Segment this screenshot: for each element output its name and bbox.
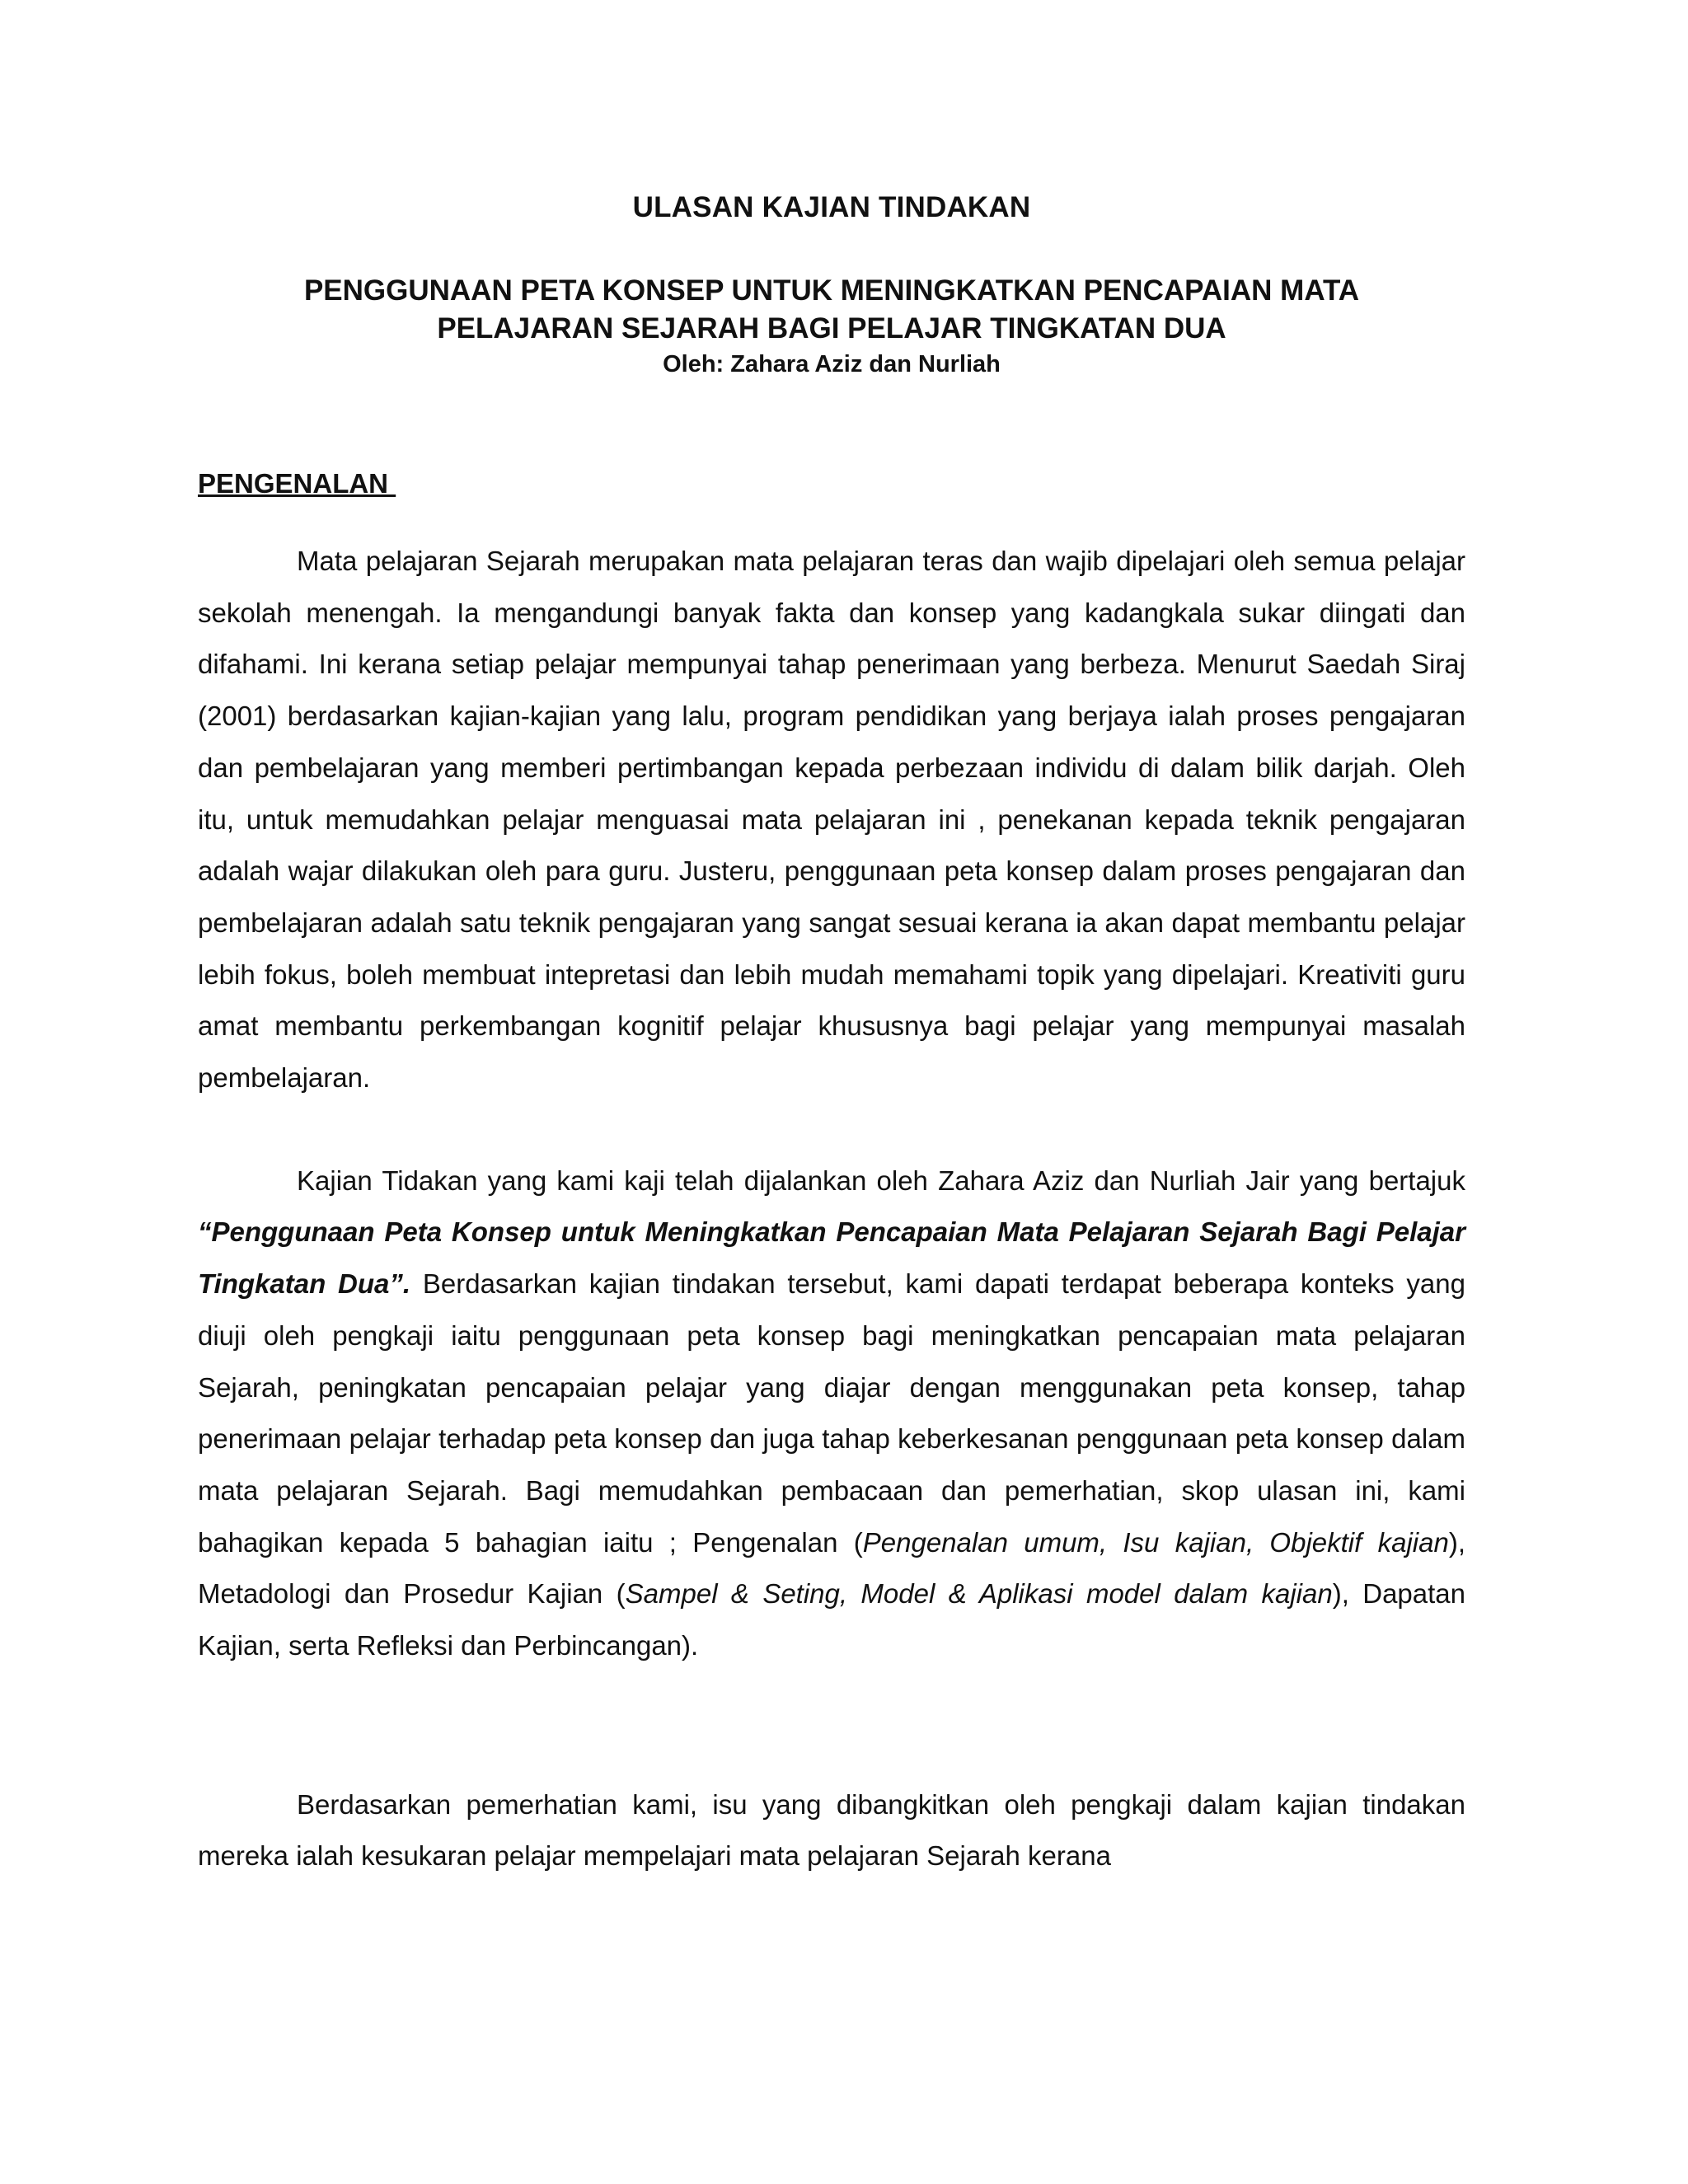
italic-scope-method: Sampel & Seting, Model & Aplikasi model dalam kajian: [625, 1578, 1333, 1610]
subtitle-line-2: PELAJARAN SEJARAH BAGI PELAJAR TINGKATAN DUA: [437, 312, 1226, 344]
paragraph-text: ), Dapatan Kajian, serta Refleksi dan Perbincangan).: [198, 1578, 1466, 1661]
author-byline: Oleh: Zahara Aziz dan Nurliah: [663, 351, 1001, 377]
paragraph-issue: Berdasarkan pemerhatian kami, isu yang dibangkitkan oleh pengkaji dalam kajian tindakan mereka ialah kesukaran pelajar mempelajari mata pelajaran Sejarah kerana: [198, 1788, 1465, 1872]
italic-scope-intro: Pengenalan umum, Isu kajian, Objektif kajian: [862, 1526, 1449, 1558]
paragraph-study-description: [198, 1155, 1465, 1672]
subtitle-line-1: PENGGUNAAN PETA KONSEP UNTUK MENINGKATKAN PENCAPAIAN MATA: [303, 274, 1360, 307]
study-title: “Penggunaan Peta Konsep untuk Meningkatkan Pencapaian Mata Pelajaran Sejarah Bagi Pelajar Tingkatan Dua”.: [198, 1216, 1465, 1300]
document-subtitle: [198, 272, 1465, 348]
paragraph-text: Berdasarkan kajian tindakan tersebut, kami dapati terdapat beberapa konteks yang diuji oleh pengkaji iaitu penggunaan peta konsep bagi meningkatkan pencapaian mata pelajaran Sejarah, peningkatan pencapaian pelajar yang diajar dengan menggunakan peta konsep, tahap penerimaan pelajar terhadap peta konsep dan juga tahap keberkesanan penggunaan peta konsep dalam mata pelajaran Sejarah. Bagi memudahkan pembacaan dan pemerhatian, skop ulasan ini, kami bahagikan kepada 5 bahagian iaitu ; Pengenalan (: [198, 1268, 1465, 1558]
paragraph-text: Kajian Tidakan yang kami kaji telah dijalankan oleh Zahara Aziz dan Nurliah Jair yang bertajuk: [297, 1165, 1465, 1196]
paragraph-intro: Mata pelajaran Sejarah merupakan mata pelajaran teras dan wajib dipelajari oleh semua pelajar sekolah menengah. Ia mengandungi banyak fakta dan konsep yang kadangkala sukar diingati dan difahami. Ini kerana setiap pelajar mempunyai tahap penerimaan yang berbeza. Menurut Saedah Siraj (2001) berdasarkan kajian-kajian yang lalu, program pendidikan yang berjaya ialah proses pengajaran dan pembelajaran yang memberi pertimbangan kepada perbezaan individu di dalam bilik darjah. Oleh itu, untuk memudahkan pelajar menguasai mata pelajaran ini , penekanan kepada teknik pengajaran adalah wajar dilakukan oleh para guru. Justeru, penggunaan peta konsep dalam proses pengajaran dan pembelajaran adalah satu teknik pengajaran yang sangat sesuai kerana ia akan dapat membantu pelajar lebih fokus, boleh membuat intepretasi dan lebih mudah memahami topik yang dipelajari. Kreativiti guru amat membantu perkembangan kognitif pelajar khususnya bagi pelajar yang mempunyai masalah pembelajaran.: [198, 546, 1465, 1094]
document-page: [198, 191, 1465, 1882]
document-title: ULASAN KAJIAN TINDAKAN: [632, 191, 1031, 223]
section-heading-pengenalan: PENGENALAN: [198, 468, 396, 499]
paragraph-text: ), Metadologi dan Prosedur Kajian (: [198, 1526, 1465, 1610]
